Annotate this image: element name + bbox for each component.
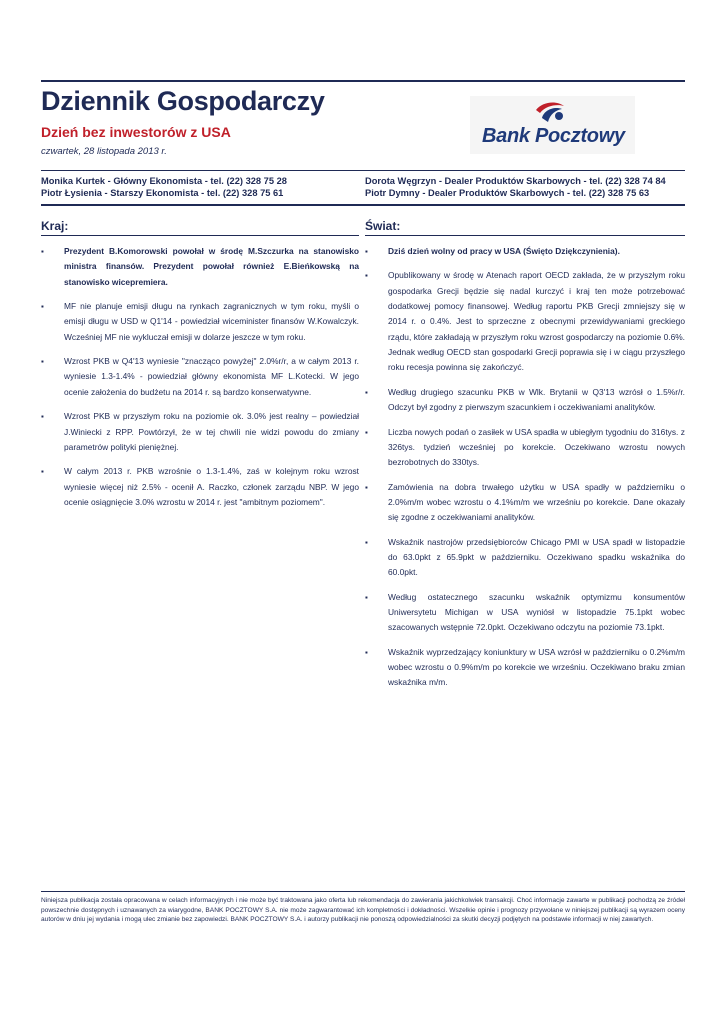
kraj-column (41, 244, 359, 519)
swiat-item: ▪ Opublikowany w środę w Atenach raport OECD zakłada, że w przyszłym roku gospodarka Grecji będzie się nadal kurczyć i kraj ten może potrzebować dodatkowej pomocy finansowej. Według raportu PKB Grecji zmniejszy się w 2014 r. o 0.4%. Jest to sprzeczne z obecnymi przewidywaniami greckiego rządu, które zakładają w przyszłym roku wzrost gospodarczy na poziomie 0.6%. Jednak według OECD stan gospodarki Grecji poprawia się i w ciągu przyszłego roku recesja powinna się zakończyć. (365, 268, 685, 375)
swiat-item: ▪ Zamówienia na dobra trwałego użytku w USA spadły w październiku o 2.0%m/m wobec wzrostu o 4.1%m/m we wrześniu po korekcie. Dane okazały się zgodne z oczekiwaniami analityków. (365, 480, 685, 526)
kraj-item: ▪ Prezydent B.Komorowski powołał w środę M.Szczurka na stanowisko ministra finansów. Prezydent powołał również E.Bieńkowską na stanowisko wicepremiera. (41, 244, 359, 290)
contacts-left (41, 176, 351, 199)
bank-pocztowy-logo-icon (532, 100, 572, 126)
kraj-list (41, 244, 359, 510)
kraj-item: ▪ MF nie planuje emisji długu na rynkach zagranicznych w tym roku, myśli o emisji długu w USD w Q1'14 - powiedział wiceminister finansów W.Kowalczyk. Wcześniej MF nie wykluczał emisji w dolarze jeszcze w tym roku. (41, 299, 359, 345)
section-rule-kraj (41, 235, 359, 236)
swiat-column (365, 244, 685, 700)
contact-dorota-wegrzyn: Dorota Węgrzyn - Dealer Produktów Skarbowych - tel. (22) 328 74 84 (365, 176, 666, 186)
page-subtitle: Dzień bez inwestorów z USA (41, 124, 231, 140)
contacts-right (365, 176, 687, 199)
swiat-item: ▪ Wskaźnik wyprzedzający koniunktury w USA wzrósł w październiku o 0.2%m/m wobec wzrostu o 0.9%m/m po korekcie we wrześniu. Oczekiwano braku zmian wskaźnika m/m. (365, 645, 685, 691)
bank-logo (470, 96, 635, 154)
swiat-item: ▪ Liczba nowych podań o zasiłek w USA spadła w ubiegłym tygodniu do 316tys. z 326tys. tydzień wcześniej po korekcie. Oczekiwano wzrostu nowych bezrobotnych do 330tys. (365, 425, 685, 471)
swiat-item: ▪ Wskaźnik nastrojów przedsiębiorców Chicago PMI w USA spadł w listopadzie do 63.0pkt z 65.9pkt w październiku. Oczekiwano spadku wskaźnika do 60.0pkt. (365, 535, 685, 581)
section-heading-kraj: Kraj: (41, 219, 69, 233)
kraj-item: ▪ W całym 2013 r. PKB wzrośnie o 1.3-1.4%, zaś w kolejnym roku wzrost wyniesie więcej niż 2.5% - ocenił A. Raczko, członek zarządu NBP. W jego ocenie osiągnięcie 3.0% wzrostu w 2014 r. jest "ambitnym poziomem". (41, 464, 359, 510)
disclaimer-text: Niniejsza publikacja została opracowana w celach informacyjnych i nie może być traktowana jako oferta lub rekomendacja do zawierania jakichkolwiek transakcji. Choć informacje zawarte w publikacji pochodzą ze źródeł powszechnie dostępnych i uznawanych za wiarygodne, BANK POCZTOWY S.A. nie może zagwarantować ich kompletności i dokładności. Wszelkie opinie i prognozy przywołane w niniejszej publikacji są wyrazem oceny autorów w dniu jej wydania i mogą ulec zmianie bez zapowiedzi. BANK POCZTOWY S.A. i autorzy publikacji nie ponoszą odpowiedzialności za skutki decyzji podjętych na podstawie informacji w niej zawartych. (41, 897, 685, 923)
kraj-item: ▪ Wzrost PKB w przyszłym roku na poziomie ok. 3.0% jest realny – powiedział J.Winiecki z RPP. Powtórzył, że w tej chwili nie widzi powodu do zmiany parametrów polityki pieniężnej. (41, 409, 359, 455)
contacts-top-rule (41, 170, 685, 171)
section-rule-swiat (365, 235, 685, 236)
swiat-item: ▪ Według ostatecznego szacunku wskaźnik optymizmu konsumentów Uniwersytetu Michigan w USA wyniósł w listopadzie 75.1pkt wobec szacowanych wstępnie 72.0pkt. Oczekiwano odczytu na poziomie 73.1pkt. (365, 590, 685, 636)
disclaimer-rule (41, 891, 685, 892)
contact-piotr-lysienia: Piotr Łysienia - Starszy Ekonomista - tel. (22) 328 75 61 (41, 187, 284, 198)
page-title: Dziennik Gospodarczy (41, 86, 325, 116)
contacts-bottom-rule (41, 204, 685, 206)
publication-date: czwartek, 28 listopada 2013 r. (41, 146, 167, 157)
swiat-list (365, 244, 685, 691)
kraj-item: ▪ Wzrost PKB w Q4'13 wyniesie "znacząco powyżej" 2.0%r/r, a w całym 2013 r. wyniesie 1.3-1.4% - powiedział główny ekonomista MF L.Kotecki. W jego ocenie założenia do budżetu na 2014 r. są bardzo konserwatywne. (41, 354, 359, 400)
contact-monika-kurtek: Monika Kurtek - Główny Ekonomista - tel. (22) 328 75 28 (41, 176, 287, 186)
top-rule (41, 80, 685, 82)
swiat-item: ▪ Dziś dzień wolny od pracy w USA (Święto Dziękczynienia). (365, 244, 685, 259)
contact-piotr-dymny: Piotr Dymny - Dealer Produktów Skarbowych - tel. (22) 328 75 63 (365, 187, 650, 198)
logo-text: Bank Pocztowy (482, 125, 625, 147)
swiat-item: ▪ Według drugiego szacunku PKB w Wlk. Brytanii w Q3'13 wzrósł o 1.5%r/r. Odczyt był zgodny z pierwszym szacunkiem i oczekiwaniami analityków. (365, 385, 685, 416)
section-heading-swiat: Świat: (365, 219, 401, 233)
